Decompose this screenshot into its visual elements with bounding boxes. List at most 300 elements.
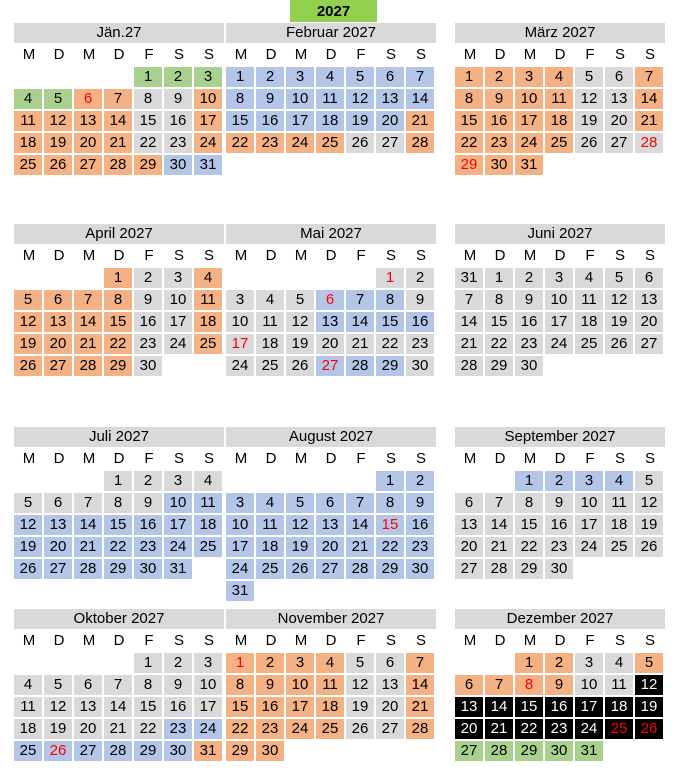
year-badge: 2027 [290,0,377,22]
day-grid [455,471,665,579]
month-calendar [226,224,436,376]
weekday-label: F [144,450,154,467]
day-cell: 28 [635,133,663,153]
day-cell: 28 [346,559,374,579]
day-cell: 13 [316,312,344,332]
day-cell: 1 [515,653,543,673]
day-cell: 16 [164,111,192,131]
day-cell: 19 [286,334,314,354]
weekday-header [455,45,665,65]
day-cell: 22 [104,334,132,354]
day-cell: 6 [376,67,404,87]
day-cell: 13 [44,515,72,535]
day-cell: 27 [74,741,102,761]
month-calendar [14,427,224,579]
day-cell: 18 [605,697,633,717]
day-grid [226,653,436,761]
day-cell: 27 [74,155,102,175]
month-title: Dezember 2027 [455,609,665,629]
day-cell: 2 [485,67,513,87]
day-cell: 20 [44,537,72,557]
day-cell: 5 [635,653,663,673]
weekday-label: F [356,450,366,467]
day-cell: 9 [134,493,162,513]
day-cell: 18 [256,537,284,557]
day-cell: 15 [104,312,132,332]
weekday-label: S [203,46,214,63]
day-cell: 5 [635,471,663,491]
day-cell: 2 [256,653,284,673]
weekday-header [226,449,436,469]
day-cell: 29 [104,559,132,579]
weekday-label: S [415,46,426,63]
month-title: März 2027 [455,23,665,43]
day-cell: 1 [226,67,254,87]
day-cell: 21 [74,537,102,557]
day-cell: 17 [194,697,222,717]
day-cell: 24 [575,537,603,557]
day-cell: 10 [194,675,222,695]
day-cell: 25 [256,356,284,376]
day-cell: 16 [485,111,513,131]
day-cell: 5 [286,290,314,310]
day-cell: 16 [545,697,573,717]
day-cell: 4 [605,471,633,491]
day-cell: 28 [346,356,374,376]
day-cell: 12 [635,675,663,695]
day-cell: 14 [485,697,513,717]
day-cell: 29 [376,356,404,376]
day-cell: 9 [485,89,513,109]
day-cell: 7 [74,290,102,310]
day-cell: 21 [104,133,132,153]
day-cell: 24 [194,133,222,153]
day-cell: 21 [406,111,434,131]
weekday-label: D [53,46,65,63]
weekday-label: F [144,247,154,264]
weekday-label: M [234,46,248,63]
weekday-label: S [203,632,214,649]
day-cell: 8 [376,493,404,513]
day-cell: 15 [376,515,404,535]
day-cell: 23 [485,133,513,153]
day-cell: 16 [134,312,162,332]
day-cell: 5 [605,268,633,288]
day-cell: 10 [164,290,192,310]
weekday-label: M [22,632,36,649]
day-cell: 7 [346,493,374,513]
day-cell: 16 [134,515,162,535]
day-cell: 29 [376,559,404,579]
weekday-label: S [614,247,625,264]
day-cell: 3 [545,268,573,288]
day-cell: 8 [134,89,162,109]
day-cell: 18 [316,111,344,131]
weekday-label: M [523,46,537,63]
day-cell: 4 [194,471,222,491]
day-cell: 20 [316,334,344,354]
day-cell: 9 [256,675,284,695]
day-cell: 22 [515,537,543,557]
day-cell: 3 [575,471,603,491]
day-cell: 22 [134,133,162,153]
day-cell: 13 [455,697,483,717]
day-cell: 22 [376,334,404,354]
day-cell: 10 [286,89,314,109]
day-cell: 21 [406,697,434,717]
day-cell: 30 [515,356,543,376]
day-cell: 1 [104,471,132,491]
weekday-label: D [325,632,337,649]
day-cell: 12 [286,515,314,535]
day-cell: 27 [376,719,404,739]
weekday-label: F [356,632,366,649]
weekday-label: D [554,450,566,467]
day-cell: 5 [14,290,42,310]
weekday-label: M [22,46,36,63]
day-cell: 19 [44,719,72,739]
day-cell: 17 [194,111,222,131]
month-title: Februar 2027 [226,23,436,43]
day-cell: 12 [605,290,633,310]
day-cell: 3 [226,290,254,310]
day-cell: 19 [286,537,314,557]
day-cell: 6 [74,675,102,695]
day-cell: 2 [515,268,543,288]
day-cell: 14 [485,515,513,535]
weekday-label: F [585,632,595,649]
day-cell: 2 [406,471,434,491]
day-cell: 20 [74,719,102,739]
day-cell: 31 [455,268,483,288]
day-cell: 18 [14,719,42,739]
day-cell: 17 [545,312,573,332]
day-cell: 17 [226,334,254,354]
day-cell: 27 [376,133,404,153]
day-grid [455,268,665,376]
day-cell: 23 [256,719,284,739]
day-cell: 4 [545,67,573,87]
day-cell: 17 [226,537,254,557]
weekday-label: M [523,247,537,264]
day-cell: 7 [74,493,102,513]
day-cell: 28 [485,741,513,761]
day-cell: 11 [194,290,222,310]
day-cell: 23 [545,719,573,739]
day-cell: 29 [515,559,543,579]
day-cell: 9 [406,493,434,513]
weekday-header [226,45,436,65]
weekday-label: M [82,450,96,467]
weekday-header [226,246,436,266]
day-cell: 25 [194,334,222,354]
month-title: Mai 2027 [226,224,436,244]
day-cell: 11 [545,89,573,109]
day-cell: 28 [406,719,434,739]
day-cell: 13 [74,697,102,717]
day-cell: 13 [605,89,633,109]
weekday-label: D [554,247,566,264]
day-cell: 11 [194,493,222,513]
month-calendar [455,427,665,579]
day-cell: 27 [44,356,72,376]
day-cell: 4 [256,290,284,310]
day-grid [455,653,665,761]
weekday-label: F [356,46,366,63]
weekday-label: D [113,46,125,63]
day-cell: 9 [164,675,192,695]
day-cell: 12 [44,111,72,131]
day-cell: 1 [515,471,543,491]
day-grid [14,471,224,579]
weekday-label: F [144,632,154,649]
month-calendar [455,609,665,761]
day-grid [226,268,436,376]
day-cell: 16 [406,312,434,332]
day-cell: 3 [515,67,543,87]
month-title: November 2027 [226,609,436,629]
day-cell: 25 [14,741,42,761]
day-cell: 31 [515,155,543,175]
day-cell: 2 [134,471,162,491]
weekday-label: D [113,247,125,264]
weekday-header [455,631,665,651]
day-cell: 20 [376,111,404,131]
day-cell: 9 [545,493,573,513]
day-cell: 10 [545,290,573,310]
weekday-label: S [644,632,655,649]
weekday-label: D [265,632,277,649]
day-cell: 2 [406,268,434,288]
day-cell: 10 [226,515,254,535]
weekday-label: M [294,46,308,63]
month-calendar [14,609,224,761]
day-cell: 5 [44,89,72,109]
day-cell: 29 [226,741,254,761]
day-cell: 19 [605,312,633,332]
month-calendar [226,23,436,153]
day-cell: 10 [164,493,192,513]
day-cell: 3 [286,653,314,673]
month-title: Juli 2027 [14,427,224,447]
month-title: Juni 2027 [455,224,665,244]
weekday-label: S [415,450,426,467]
weekday-label: S [644,450,655,467]
month-calendar [14,23,224,175]
day-cell: 29 [104,356,132,376]
day-cell: 24 [164,334,192,354]
day-cell: 20 [455,719,483,739]
weekday-label: M [463,247,477,264]
day-cell: 7 [485,675,513,695]
day-cell: 11 [316,675,344,695]
day-cell: 26 [346,719,374,739]
day-cell: 22 [455,133,483,153]
weekday-header [226,631,436,651]
day-cell: 9 [256,89,284,109]
day-cell: 4 [316,653,344,673]
day-cell: 24 [575,719,603,739]
day-cell: 3 [194,653,222,673]
day-cell: 6 [635,268,663,288]
day-cell: 18 [545,111,573,131]
day-cell: 22 [376,537,404,557]
day-cell: 31 [226,581,254,601]
day-cell: 13 [44,312,72,332]
month-title: September 2027 [455,427,665,447]
day-cell: 9 [515,290,543,310]
day-cell: 9 [545,675,573,695]
weekday-header [455,246,665,266]
day-cell: 16 [515,312,543,332]
month-title: August 2027 [226,427,436,447]
day-cell: 15 [226,697,254,717]
day-cell: 8 [455,89,483,109]
day-cell: 26 [286,559,314,579]
day-cell: 26 [605,334,633,354]
day-cell: 3 [226,493,254,513]
day-cell: 5 [346,653,374,673]
day-cell: 5 [346,67,374,87]
day-cell: 25 [575,334,603,354]
day-cell: 11 [256,312,284,332]
day-cell: 25 [14,155,42,175]
day-cell: 7 [635,67,663,87]
day-cell: 25 [194,537,222,557]
day-cell: 22 [515,719,543,739]
day-cell: 11 [14,111,42,131]
day-cell: 6 [316,493,344,513]
weekday-label: F [585,450,595,467]
month-calendar [455,23,665,175]
day-cell: 7 [104,89,132,109]
day-cell: 19 [635,515,663,535]
weekday-label: M [294,632,308,649]
day-cell: 27 [316,356,344,376]
day-cell: 14 [104,111,132,131]
weekday-header [14,45,224,65]
day-cell: 20 [376,697,404,717]
day-grid [455,67,665,175]
day-cell: 16 [256,111,284,131]
day-cell: 31 [194,741,222,761]
day-cell: 26 [635,537,663,557]
day-cell: 7 [406,653,434,673]
day-cell: 25 [256,559,284,579]
day-cell: 8 [104,290,132,310]
day-cell: 15 [134,111,162,131]
weekday-label: S [173,247,184,264]
day-grid [226,67,436,153]
day-cell: 17 [286,697,314,717]
day-cell: 17 [575,697,603,717]
day-cell: 5 [44,675,72,695]
day-cell: 14 [635,89,663,109]
day-cell: 29 [515,741,543,761]
weekday-label: M [22,247,36,264]
day-cell: 23 [406,334,434,354]
weekday-label: D [494,247,506,264]
weekday-label: S [173,450,184,467]
weekday-label: S [614,46,625,63]
day-cell: 7 [485,493,513,513]
day-cell: 24 [194,719,222,739]
day-cell: 31 [575,741,603,761]
weekday-label: D [325,247,337,264]
day-cell: 20 [316,537,344,557]
weekday-label: S [173,632,184,649]
day-cell: 8 [376,290,404,310]
day-cell: 11 [605,493,633,513]
weekday-label: S [203,247,214,264]
day-cell: 27 [605,133,633,153]
day-cell: 14 [104,697,132,717]
weekday-label: D [53,450,65,467]
day-cell: 4 [14,89,42,109]
day-cell: 17 [575,515,603,535]
day-cell: 26 [14,559,42,579]
day-cell: 21 [455,334,483,354]
day-cell: 6 [455,675,483,695]
day-cell: 30 [134,559,162,579]
day-cell: 19 [575,111,603,131]
day-cell: 10 [194,89,222,109]
day-cell: 16 [545,515,573,535]
weekday-header [14,631,224,651]
day-cell: 11 [575,290,603,310]
day-cell: 23 [164,133,192,153]
day-grid [14,653,224,761]
weekday-label: S [415,247,426,264]
day-cell: 10 [515,89,543,109]
day-cell: 17 [286,111,314,131]
weekday-label: S [644,247,655,264]
day-cell: 1 [134,653,162,673]
day-cell: 19 [14,334,42,354]
day-cell: 30 [545,559,573,579]
day-cell: 21 [485,719,513,739]
day-cell: 26 [44,155,72,175]
day-cell: 14 [406,89,434,109]
day-cell: 6 [44,493,72,513]
day-cell: 5 [14,493,42,513]
day-cell: 8 [515,493,543,513]
day-cell: 12 [346,675,374,695]
day-cell: 13 [376,675,404,695]
day-cell: 14 [74,312,102,332]
weekday-label: M [82,247,96,264]
day-cell: 30 [545,741,573,761]
day-cell: 4 [575,268,603,288]
month-title: Oktober 2027 [14,609,224,629]
day-cell: 16 [406,515,434,535]
day-cell: 23 [134,334,162,354]
day-cell: 3 [575,653,603,673]
day-cell: 23 [545,537,573,557]
day-cell: 23 [406,537,434,557]
day-cell: 28 [104,741,132,761]
weekday-label: S [385,632,396,649]
day-cell: 11 [605,675,633,695]
day-cell: 27 [455,559,483,579]
day-cell: 31 [194,155,222,175]
day-cell: 7 [455,290,483,310]
day-cell: 25 [605,719,633,739]
day-cell: 10 [575,493,603,513]
day-cell: 31 [164,559,192,579]
weekday-label: F [144,46,154,63]
weekday-label: M [82,632,96,649]
